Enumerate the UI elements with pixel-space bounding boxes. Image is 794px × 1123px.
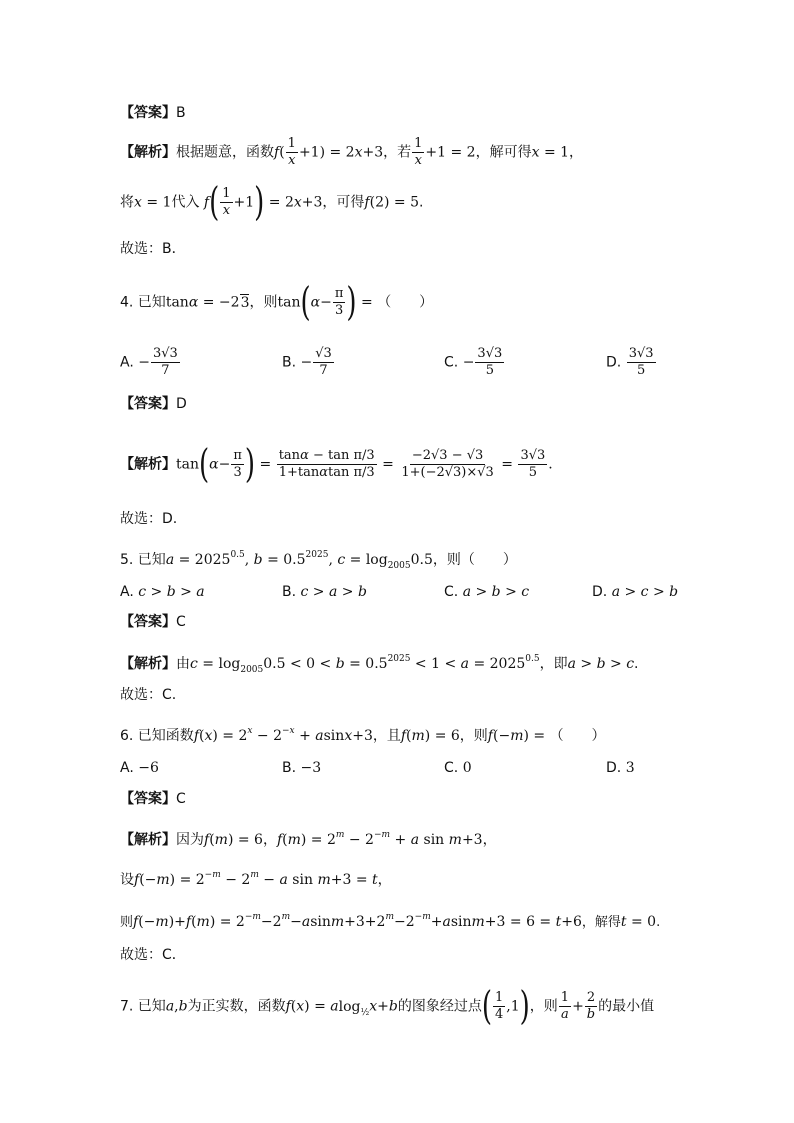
analysis-label: 【解析】 [120, 144, 176, 161]
q7-stem: 7. 已知a,b为正实数，函数f(x) = alog$_{\frac{1}{2}}$x+b的图象经过点( $\frac{1}{4}$ ,1)，则 $\frac{1}{a}$ + $\frac{2}{b}$ 的最小值 [120, 984, 655, 1029]
option-sign: − [138, 354, 150, 371]
analysis-text: ， [262, 832, 277, 848]
q5-option-c[interactable] [444, 583, 529, 601]
q3-conclusion: 故选：B． [120, 241, 186, 257]
option-num: 3√3 [477, 346, 503, 361]
q4-option-d[interactable] [606, 346, 657, 379]
q3-answer [120, 104, 694, 122]
q6-stem: 6. 已知函数$f(x) = 2^x - 2^{-x} + asinx+3$，且f(m) = 6，则f(−m) = （ ） [120, 726, 606, 744]
q6-option-d[interactable] [606, 759, 635, 777]
answer-value: C [176, 791, 186, 807]
answer-label: 【答案】 [120, 396, 176, 412]
option-text: a > b > c [462, 584, 530, 600]
answer-label: 【答案】 [120, 614, 176, 630]
then-text: 则 [120, 915, 134, 930]
option-den: 5 [485, 363, 494, 378]
stem-text: 的图象经过点 [397, 998, 482, 1015]
option-label: C. [444, 354, 459, 371]
q5-option-d[interactable] [592, 583, 678, 601]
q4-stem: 4. 已知tanα = −23，则tan(α− $\frac{\pi}{3}$ ) = （ ） [120, 280, 434, 325]
set-text: 设 [120, 872, 134, 888]
option-text: −3 [300, 760, 322, 776]
option-text: 3 [625, 760, 635, 776]
stem-text: （ ） [549, 728, 606, 744]
option-label: A. [120, 354, 134, 371]
option-text: a > c > b [611, 584, 679, 600]
q3-step: 将x = 1代入 f( $\frac{1}{x}$ +1) = 2x+3，可得f(2) = 5. [120, 180, 424, 225]
q5-conclusion: 故选：C. [120, 687, 177, 703]
stem-text: ，则 [249, 294, 278, 311]
q5-option-b[interactable] [282, 583, 367, 601]
option-label: B. [282, 354, 297, 371]
q6-conclusion: 故选：C． [120, 947, 186, 963]
step-text: 将 [120, 194, 134, 211]
analysis-text: ， [569, 144, 584, 161]
analysis-text: ，若 [383, 144, 412, 161]
step-text: . [418, 194, 424, 211]
q4-option-c[interactable] [444, 346, 505, 379]
stem-text: ，则 [529, 998, 558, 1015]
option-label: B. [282, 584, 297, 600]
stem-text: 5. 已知 [120, 552, 166, 568]
option-label: C. [444, 584, 459, 600]
answer-label: 【答案】 [120, 791, 176, 807]
answer-label: 【答案】 [120, 105, 176, 121]
answer-value: C [176, 614, 186, 630]
option-den: 7 [319, 363, 328, 378]
q4-option-b[interactable] [282, 346, 335, 379]
q3-analysis: 【解析】根据题意，函数f( $\frac{1}{x}$ +1) = 2x+3，若 $\frac{1}{x}$ +1 = 2，解可得x = 1， [120, 136, 584, 168]
option-text: c > b > a [138, 584, 205, 600]
stem-text: ，且 [372, 728, 401, 744]
option-den: 7 [161, 363, 170, 378]
stem-text: 为正实数，函数 [187, 998, 286, 1015]
option-label: D. [606, 760, 622, 776]
option-num: √3 [315, 346, 332, 361]
option-label: D. [592, 584, 608, 600]
option-sign: − [462, 354, 475, 371]
stem-text: 的最小值 [598, 998, 655, 1015]
option-num: 3√3 [628, 346, 654, 361]
analysis-text: . [634, 656, 639, 672]
option-den: 5 [636, 363, 646, 378]
option-label: A. [120, 584, 134, 600]
analysis-label: 【解析】 [120, 456, 176, 473]
stem-text: ，则（ ） [432, 552, 517, 568]
analysis-text: ， [482, 832, 497, 848]
option-label: B. [282, 760, 297, 776]
q5-stem: 5. 已知$a = 2025^{0.5}$, $b = 0.5^{2025}$, $c = \log_{2005}0.5$，则（ ） [120, 550, 517, 571]
q6-set: 设$f(-m) = 2^{-m} - 2^m - a$ sin m+3 = t， [120, 870, 392, 888]
option-text: −6 [138, 760, 159, 776]
q6-option-a[interactable] [120, 759, 159, 777]
stem-text: （ ） [377, 294, 434, 311]
q5-option-a[interactable] [120, 583, 205, 601]
then-text: ，解得 [581, 915, 621, 930]
answer-value: D [176, 396, 187, 412]
analysis-text: 因为 [176, 832, 204, 848]
q6-answer [120, 790, 694, 808]
step-text: ，可得 [322, 194, 365, 211]
q4-conclusion: 故选：D. [120, 511, 178, 527]
stem-text: 4. 已知 [120, 294, 166, 311]
q5-analysis: 【解析】由$c = \log_{2005}0.5 < 0 < b = 0.5^{2025} < 1 < a = 2025^{0.5}$，即a > b > c. [120, 654, 639, 675]
option-label: C. [444, 760, 459, 776]
stem-text: 6. 已知函数 [120, 728, 194, 744]
analysis-text: ，即 [539, 656, 568, 672]
stem-text: ，则 [459, 728, 488, 744]
q6-option-b[interactable] [282, 759, 321, 777]
analysis-text: ，解可得 [475, 144, 532, 161]
q4-analysis: 【解析】tan(α− $\frac{\pi}{3}$ ) = $\frac{\text{tanα − tan π/3}}{\text{1+tanαtan π/3}}$ = $\frac{-2√3 - √3}{1+(-2√3)\times√3}$ = $\frac{3√3}{5}$ . [120, 442, 553, 487]
stem-text: 7. 已知 [120, 998, 166, 1015]
q6-option-c[interactable] [444, 759, 472, 777]
step-text: 代入 [171, 194, 200, 211]
option-label: A. [120, 760, 134, 776]
option-num: 3√3 [152, 346, 178, 361]
q6-analysis: 【解析】因为f(m) = 6，$f(m) = 2^m - 2^{-m} + a$ sin m+3， [120, 830, 497, 848]
analysis-text: 由 [176, 656, 190, 672]
q4-option-a[interactable] [120, 346, 181, 379]
analysis-label: 【解析】 [120, 656, 176, 672]
answer-value: B [176, 105, 186, 121]
then-text: . [656, 915, 661, 930]
analysis-text: 根据题意，函数 [176, 144, 274, 161]
q5-answer [120, 613, 694, 631]
q6-then: 则$f(-m)+f(m) = 2^{-m}-2^m-asinm+3+2^m-2^{-m}+asinm+3 = 6 = t+6$，解得t = 0. [120, 912, 661, 930]
analysis-label: 【解析】 [120, 832, 176, 848]
q4-answer [120, 395, 694, 413]
option-text: c > a > b [300, 584, 367, 600]
option-label: D. [606, 354, 622, 371]
set-text: ， [377, 872, 392, 888]
option-text: 0 [462, 760, 472, 776]
option-sign: − [300, 354, 313, 371]
